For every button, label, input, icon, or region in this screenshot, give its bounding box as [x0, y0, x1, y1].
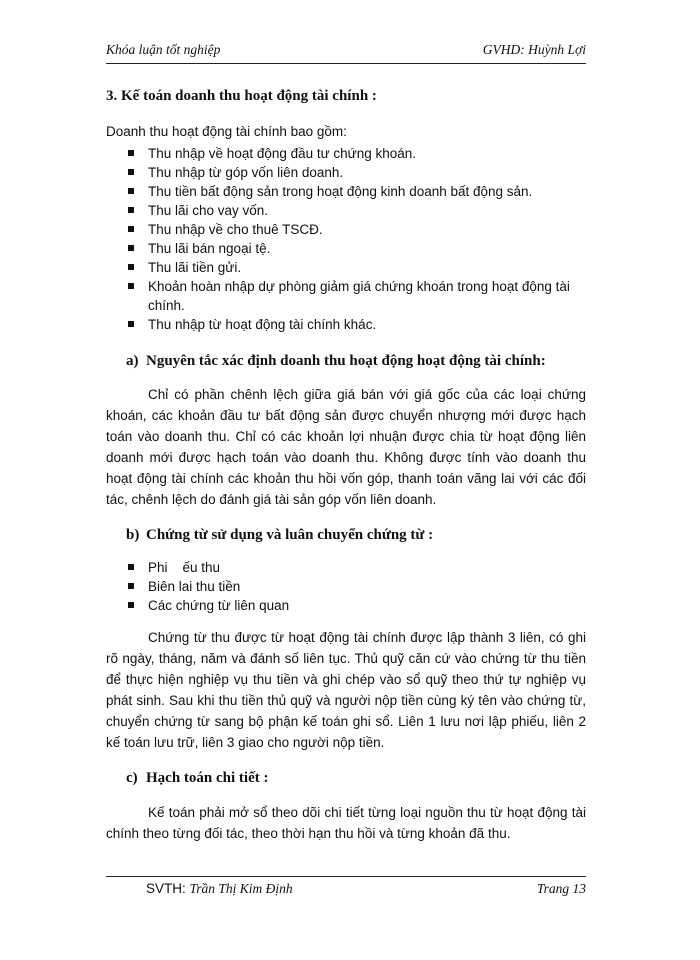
subsection-c-title: c) Hạch toán chi tiết : — [126, 770, 269, 786]
subsection-a-title: a) Nguyên tắc xác định doanh thu hoạt động hoạt động tài chính: — [126, 353, 546, 369]
bullet-square-icon — [128, 226, 134, 232]
list-item: Khoản hoàn nhập dự phòng giảm giá chứng khoán trong hoạt động tài chính. — [106, 277, 586, 315]
header-thesis-title: Khóa luận tốt nghiệp — [106, 42, 221, 57]
subsection-c-paragraph: Kế toán phải mở sổ theo dõi chi tiết từng loại nguồn thu từ hoạt động tài chính theo từng đối tác, theo thời hạn thu hồi và từng khoản đã thu. — [106, 805, 586, 841]
bullet-square-icon — [128, 150, 134, 156]
bullet-square-icon — [128, 207, 134, 213]
bullet-square-icon — [128, 283, 134, 289]
footer-student: SVTH: Trần Thị Kim Định — [146, 881, 293, 896]
list-item: Biên lai thu tiền — [106, 577, 586, 596]
bullet-square-icon — [128, 564, 134, 570]
revenue-list — [106, 144, 586, 334]
list-item: Phi ếu thu — [106, 558, 586, 577]
bullet-square-icon — [128, 169, 134, 175]
section-intro: Doanh thu hoạt động tài chính bao gồm: — [106, 124, 347, 139]
subsection-b-title: b) Chứng từ sử dụng và luân chuyển chứng từ : — [126, 527, 434, 543]
header-rule — [106, 63, 586, 64]
subsection-b-paragraph: Chứng từ thu được từ hoạt động tài chính được lập thành 3 liên, có ghi rõ ngày, tháng, năm và đánh số liên tục. Thủ quỹ căn cứ vào chứng từ thu tiền để thực hiện nghiệp vụ thu tiền và ghi chép vào sổ quỹ theo thứ tự nghiệp vụ phát sinh. Sau khi thu tiền thủ quỹ và người nộp tiền cùng ký tên vào chứng từ, chuyển chứng từ sang bộ phận kế toán ghi sổ. Liên 1 lưu nơi lập phiếu, liên 2 kế toán lưu trữ, liên 3 giao cho người nộp tiền. — [106, 630, 586, 750]
bullet-square-icon — [128, 188, 134, 194]
bullet-square-icon — [128, 583, 134, 589]
list-item: Thu tiền bất động sản trong hoạt động kinh doanh bất động sản. — [106, 182, 586, 201]
bullet-square-icon — [128, 245, 134, 251]
voucher-list — [106, 558, 586, 615]
bullet-square-icon — [128, 264, 134, 270]
footer-rule — [106, 876, 586, 877]
list-item: Thu nhập từ góp vốn liên doanh. — [106, 163, 586, 182]
bullet-square-icon — [128, 321, 134, 327]
page-number: Trang 13 — [536, 881, 586, 896]
page-content — [106, 86, 586, 844]
student-name: Trần Thị Kim Định — [189, 881, 293, 896]
list-item: Thu lãi bán ngoại tệ. — [106, 239, 586, 258]
list-item: Các chứng từ liên quan — [106, 596, 586, 615]
bullet-square-icon — [128, 602, 134, 608]
list-item: Thu nhập về hoạt động đầu tư chứng khoán. — [106, 144, 586, 163]
header-supervisor: GVHD: Huỳnh Lợi — [482, 42, 586, 57]
subsection-a-paragraph: Chỉ có phần chênh lệch giữa giá bán với giá gốc của các loại chứng khoán, các khoản đầu tư bất động sản được chuyển nhượng mới được hạch toán vào doanh thu. Chỉ có các khoản lợi nhuận được chia từ hoạt động liên doanh mới được hạch toán vào doanh thu. Không được tính vào doanh thu hoạt động tài chính các khoản thu hồi vốn góp, thanh toán vãng lai với các đối tác, chênh lệch do đánh giá tài sản góp vốn liên doanh. — [106, 387, 586, 507]
list-item: Thu nhập từ hoạt động tài chính khác. — [106, 315, 586, 334]
list-item: Thu lãi cho vay vốn. — [106, 201, 586, 220]
section-title: 3. Kế toán doanh thu hoạt động tài chính : — [106, 88, 377, 104]
list-item: Thu lãi tiền gửi. — [106, 258, 586, 277]
list-item: Thu nhập về cho thuê TSCĐ. — [106, 220, 586, 239]
